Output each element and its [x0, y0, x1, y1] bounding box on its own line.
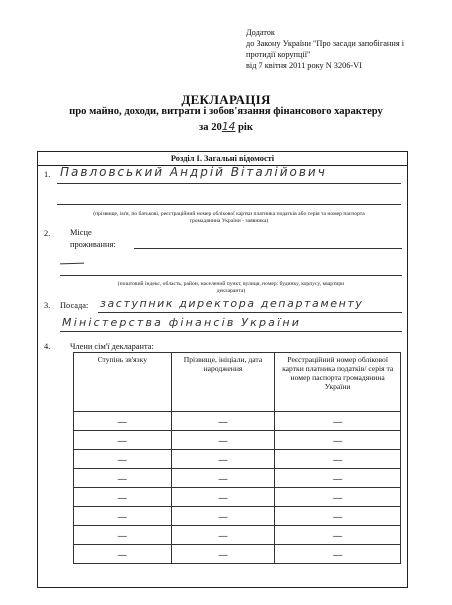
table-cell: [74, 431, 172, 450]
table-row: [74, 412, 401, 431]
table-cell: [275, 412, 401, 431]
table-cell: [275, 545, 401, 564]
item-3-handwritten-line-2: Міністерства фінансів України: [62, 316, 302, 329]
item-1-number: 1.: [44, 170, 51, 179]
column-header-relation: Ступінь зв'язку: [74, 353, 172, 412]
table-row: [74, 431, 401, 450]
item-2-label-2: проживання:: [70, 240, 116, 249]
dash-mark: —: [117, 455, 128, 466]
item-1-caption: [60, 211, 398, 225]
document-subtitle: про майно, доходи, витрати і зобов'язання фінансового характеру: [69, 106, 383, 117]
item-1-caption-line: громадянина України - заявника): [189, 218, 269, 224]
table-cell: [275, 526, 401, 545]
item-2-line: [134, 248, 402, 249]
year-suffix: рік: [237, 122, 253, 133]
item-2-caption-line: декларанта): [216, 288, 246, 294]
dash-mark: —: [217, 493, 228, 504]
annex-line: до Закону України "Про засади запобігання і: [246, 39, 405, 48]
year-handwritten: 14: [221, 121, 236, 133]
table-row: [74, 526, 401, 545]
declaration-year: [0, 121, 452, 133]
table-cell: [74, 526, 172, 545]
item-1-line: [57, 183, 401, 184]
dash-mark: —: [332, 455, 343, 466]
dash-mark: —: [217, 417, 228, 428]
dash-mark: —: [217, 474, 228, 485]
dash-mark: —: [332, 474, 343, 485]
item-1-caption-line: (прізвище, ім'я, по батькові, реєстраційний номер облікової картки платника податків або серія та номер паспорта: [93, 211, 365, 217]
item-2-label: Місце: [70, 228, 92, 237]
table-cell: [74, 545, 172, 564]
item-3-handwritten-line-1: заступник директора департаменту: [100, 297, 364, 310]
item-3-line-2: [60, 331, 402, 332]
dash-mark: —: [117, 493, 128, 504]
dash-mark: —: [117, 531, 128, 542]
dash-mark: —: [332, 417, 343, 428]
item-3-number: 3.: [44, 301, 51, 310]
table-cell: [275, 488, 401, 507]
table-row: [74, 450, 401, 469]
item-3-label: Посада:: [60, 301, 89, 310]
table-cell: [74, 412, 172, 431]
item-2-line-2: [60, 275, 402, 276]
dash-mark: —: [117, 474, 128, 485]
table-cell: [171, 469, 275, 488]
table-header-row: [74, 353, 401, 412]
table-row: [74, 545, 401, 564]
year-prefix: за 20: [199, 122, 222, 133]
item-1-handwritten-name: Павловський Андрій Віталійович: [60, 165, 327, 179]
table-row: [74, 469, 401, 488]
annex-note: [246, 27, 446, 71]
dash-mark: —: [217, 436, 228, 447]
item-1-line-2: [57, 204, 401, 205]
table-cell: [171, 526, 275, 545]
dash-mark: —: [117, 512, 128, 523]
table-cell: [171, 507, 275, 526]
dash-mark: —: [117, 436, 128, 447]
table-cell: [275, 431, 401, 450]
item-2-caption: [66, 281, 396, 295]
dash-mark: —: [332, 436, 343, 447]
table-cell: [171, 431, 275, 450]
column-header-tax-id: Реєстраційний номер облікової картки платника податків/ серія та номер паспорта громадянина України: [275, 353, 401, 412]
dash-mark: —: [217, 531, 228, 542]
table-cell: [171, 412, 275, 431]
column-header-name: Прізвище, ініціали, дата народження: [171, 353, 275, 412]
table-cell: [74, 469, 172, 488]
table-row: [74, 488, 401, 507]
item-2-caption-line: (поштовий індекс, область, район, населений пункт, вулиця, номер: будинку, корпусу, квартири: [117, 281, 345, 287]
item-3-line: [98, 312, 402, 313]
dash-mark: —: [332, 531, 343, 542]
table-cell: [275, 450, 401, 469]
section-title: Розділ І. Загальні відомості: [37, 151, 408, 166]
dash-mark: —: [332, 512, 343, 523]
item-4-number: 4.: [44, 342, 51, 351]
family-members-table: [73, 352, 401, 564]
dash-mark: —: [332, 550, 343, 561]
table-cell: [74, 507, 172, 526]
dash-mark: —: [217, 550, 228, 561]
dash-mark: —: [217, 455, 228, 466]
table-cell: [74, 488, 172, 507]
annex-line: Додаток: [246, 28, 275, 37]
table-cell: [275, 469, 401, 488]
dash-mark: —: [217, 512, 228, 523]
annex-line: протидії корупції": [246, 50, 311, 59]
item-2-number: 2.: [44, 229, 51, 238]
dash-mark: —: [332, 493, 343, 504]
table-cell: [171, 488, 275, 507]
annex-line: від 7 квітня 2011 року N 3206-VI: [246, 61, 362, 70]
dash-mark: —: [117, 550, 128, 561]
table-cell: [275, 507, 401, 526]
item-4-label: Члени сім'ї декларанта:: [70, 342, 154, 351]
table-cell: [74, 450, 172, 469]
table-cell: [171, 450, 275, 469]
dash-mark: —: [117, 417, 128, 428]
table-row: [74, 507, 401, 526]
table-cell: [171, 545, 275, 564]
document-title: ДЕКЛАРАЦІЯ: [181, 92, 271, 107]
